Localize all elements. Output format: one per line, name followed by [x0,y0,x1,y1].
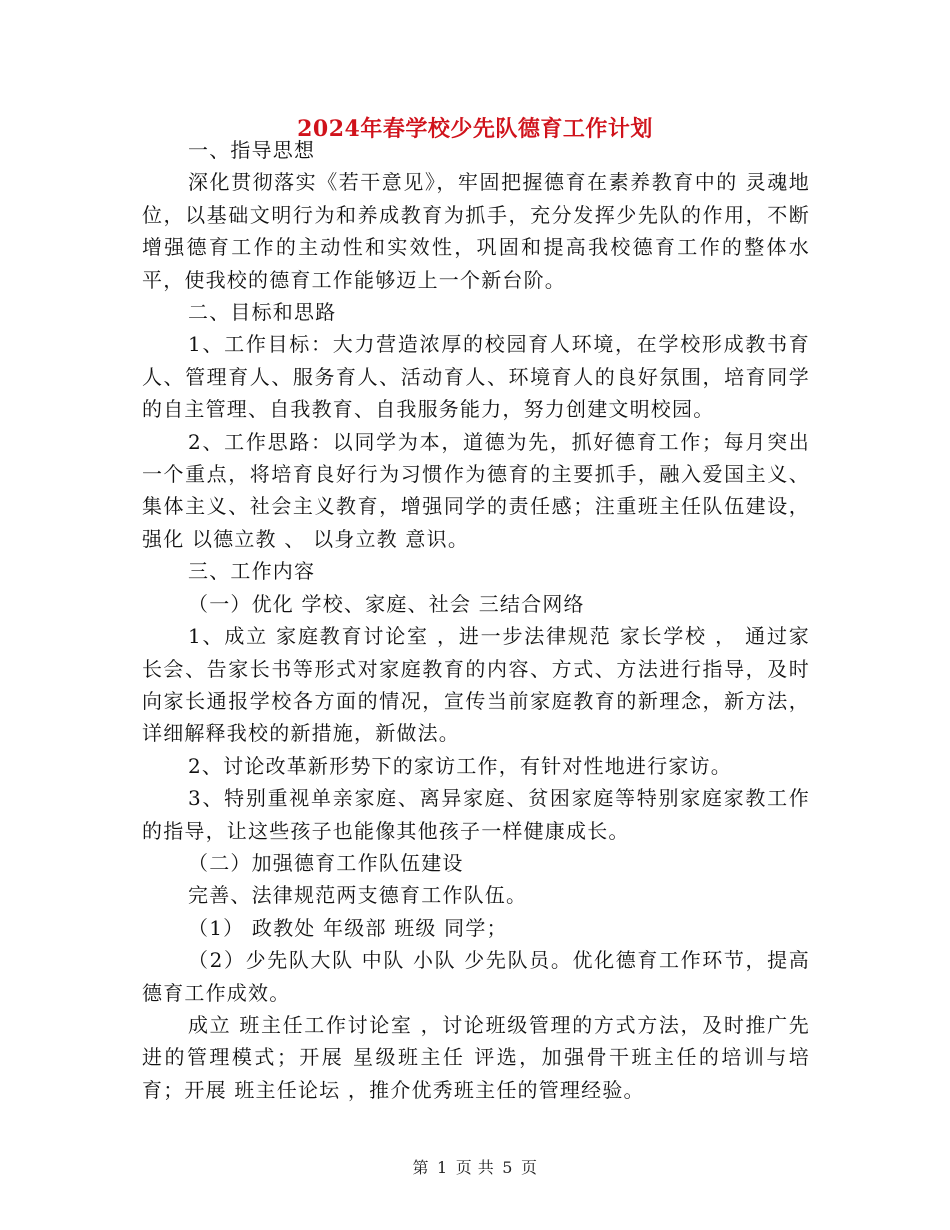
paragraph-two-teams: 完善、法律规范两支德育工作队伍。 [188,883,528,908]
subheading-network: （一）优化 学校、家庭、社会 三结合网络 [188,591,585,616]
paragraph-team-one: （1） 政教处 年级部 班级 同学； [188,915,508,940]
subheading-team-building: （二）加强德育工作队伍建设 [188,850,464,875]
document-body [142,134,810,1106]
heading-goals-and-approach: 二、目标和思路 [188,300,337,325]
paragraph-work-approach: 2、工作思路：以同学为本，道德为先，抓好德育工作；每月突出一个重点，将培育良好行为习惯作为德育的主要抓手，融入爱国主义、集体主义、社会主义教育，增强同学的责任感；注重班主任队伍建设，强化 以德立教 、 以身立教 意识。 [142,429,810,551]
footer-mid: 页 共 [455,1158,495,1177]
paragraph-guiding-ideology: 深化贯彻落实《若干意见》，牢固把握德育在素养教育中的 灵魂地位，以基础文明行为和养成教育为抓手，充分发挥少先队的作用，不断增强德育工作的主动性和实效性，巩固和提高我校德育工作的整体水平，使我校的德育工作能够迈上一个新台阶。 [142,170,810,292]
heading-work-content: 三、工作内容 [188,559,316,584]
paragraph-team-two: （2）少先队大队 中队 小队 少先队员。优化德育工作环节，提高德育工作成效。 [142,948,810,1005]
heading-guiding-ideology: 一、指导思想 [188,138,316,162]
footer-suffix: 页 [520,1158,538,1177]
document-title: 2024年春学校少先队德育工作计划 [297,116,653,142]
paragraph-family-education-room: 1、成立 家庭教育讨论室 ，进一步法律规范 家长学校 ， 通过家长会、告家长书等形式对家庭教育的内容、方式、方法进行指导，及时向家长通报学校各方面的情况，宣传当前家庭教育的新理念，新方法，详细解释我校的新措施，新做法。 [142,624,810,746]
page-footer [0,1155,950,1178]
footer-current-page: 1 [437,1158,448,1177]
footer-total-pages: 5 [502,1158,513,1177]
paragraph-headteacher-room: 成立 班主任工作讨论室 ，讨论班级管理的方式方法，及时推广先进的管理模式；开展 星级班主任 评选，加强骨干班主任的培训与培育；开展 班主任论坛 ，推介优秀班主任的管理经验。 [142,1012,810,1102]
footer-prefix: 第 [412,1158,430,1177]
paragraph-special-families: 3、特别重视单亲家庭、离异家庭、贫困家庭等特别家庭家教工作的指导，让这些孩子也能像其他孩子一样健康成长。 [142,786,810,843]
paragraph-work-goals: 1、工作目标：大力营造浓厚的校园育人环境，在学校形成教书育人、管理育人、服务育人、活动育人、环境育人的良好氛围，培育同学的自主管理、自我教育、自我服务能力，努力创建文明校园。 [142,332,810,422]
paragraph-home-visits: 2、讨论改革新形势下的家访工作，有针对性地进行家访。 [188,753,732,778]
